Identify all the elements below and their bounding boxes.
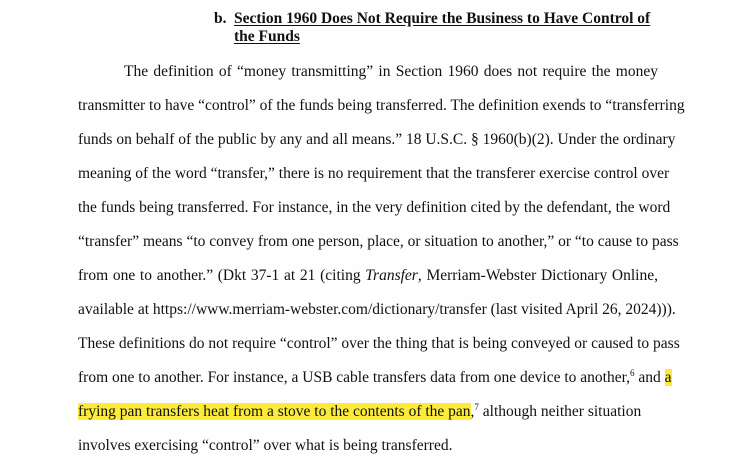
line-10-text-a: from one to another. For instance, a USB cable transfers data from one device to another,: [78, 369, 631, 386]
line-11-text-a: ,: [470, 403, 475, 420]
highlighted-text: frying pan transfers heat from a stove to the contents of the pan: [78, 403, 471, 420]
footnote-ref-7[interactable]: 7: [474, 401, 479, 412]
line-7-text-a: from one to another.” (Dkt 37-1 at 21 (citing: [78, 267, 366, 284]
paragraph-line-8: available at https://www.merriam-webster.com/dictionary/transfer (last visited April 26, 2024))).: [78, 301, 676, 318]
paragraph-line-11: [78, 402, 658, 422]
paragraph-line-5: the funds being transferred. For instance, in the very definition cited by the defendant, the word: [78, 199, 671, 216]
paragraph-line-10: [78, 367, 672, 388]
highlight-start: a: [664, 369, 672, 386]
paragraph-line-1: The definition of “money transmitting” in Section 1960 does not require the money: [124, 63, 658, 80]
paragraph-line-3: funds on behalf of the public by any and all means.” 18 U.S.C. § 1960(b)(2). Under the ordinary: [78, 131, 676, 148]
citation-italic: Transfer: [365, 267, 418, 284]
paragraph-line-9: These definitions do not require “control” over the thing that is being conveyed or caused to pass: [78, 335, 680, 352]
paragraph-line-12: involves exercising “control” over what is being transferred.: [78, 437, 453, 454]
paragraph-line-2: transmitter to have “control” of the funds being transferred. The definition exends to “transferring: [78, 97, 685, 114]
footnote-ref-6[interactable]: 6: [630, 367, 635, 378]
section-title: Section 1960 Does Not Require the Business to Have Control of the Funds: [234, 10, 651, 45]
paragraph-line-4: meaning of the word “transfer,” there is no requirement that the transferer exercise control over: [78, 165, 670, 182]
paragraph-line-7: [78, 266, 658, 286]
paragraph-line-6: “transfer” means “to convey from one person, place, or situation to another,” or “to cause to pass: [78, 233, 679, 250]
line-10-text-b: and: [634, 369, 665, 386]
line-11-text-b: although neither situation: [478, 403, 642, 420]
line-7-text-b: , Merriam-Webster Dictionary Online,: [417, 267, 658, 284]
section-letter: b.: [214, 10, 227, 27]
